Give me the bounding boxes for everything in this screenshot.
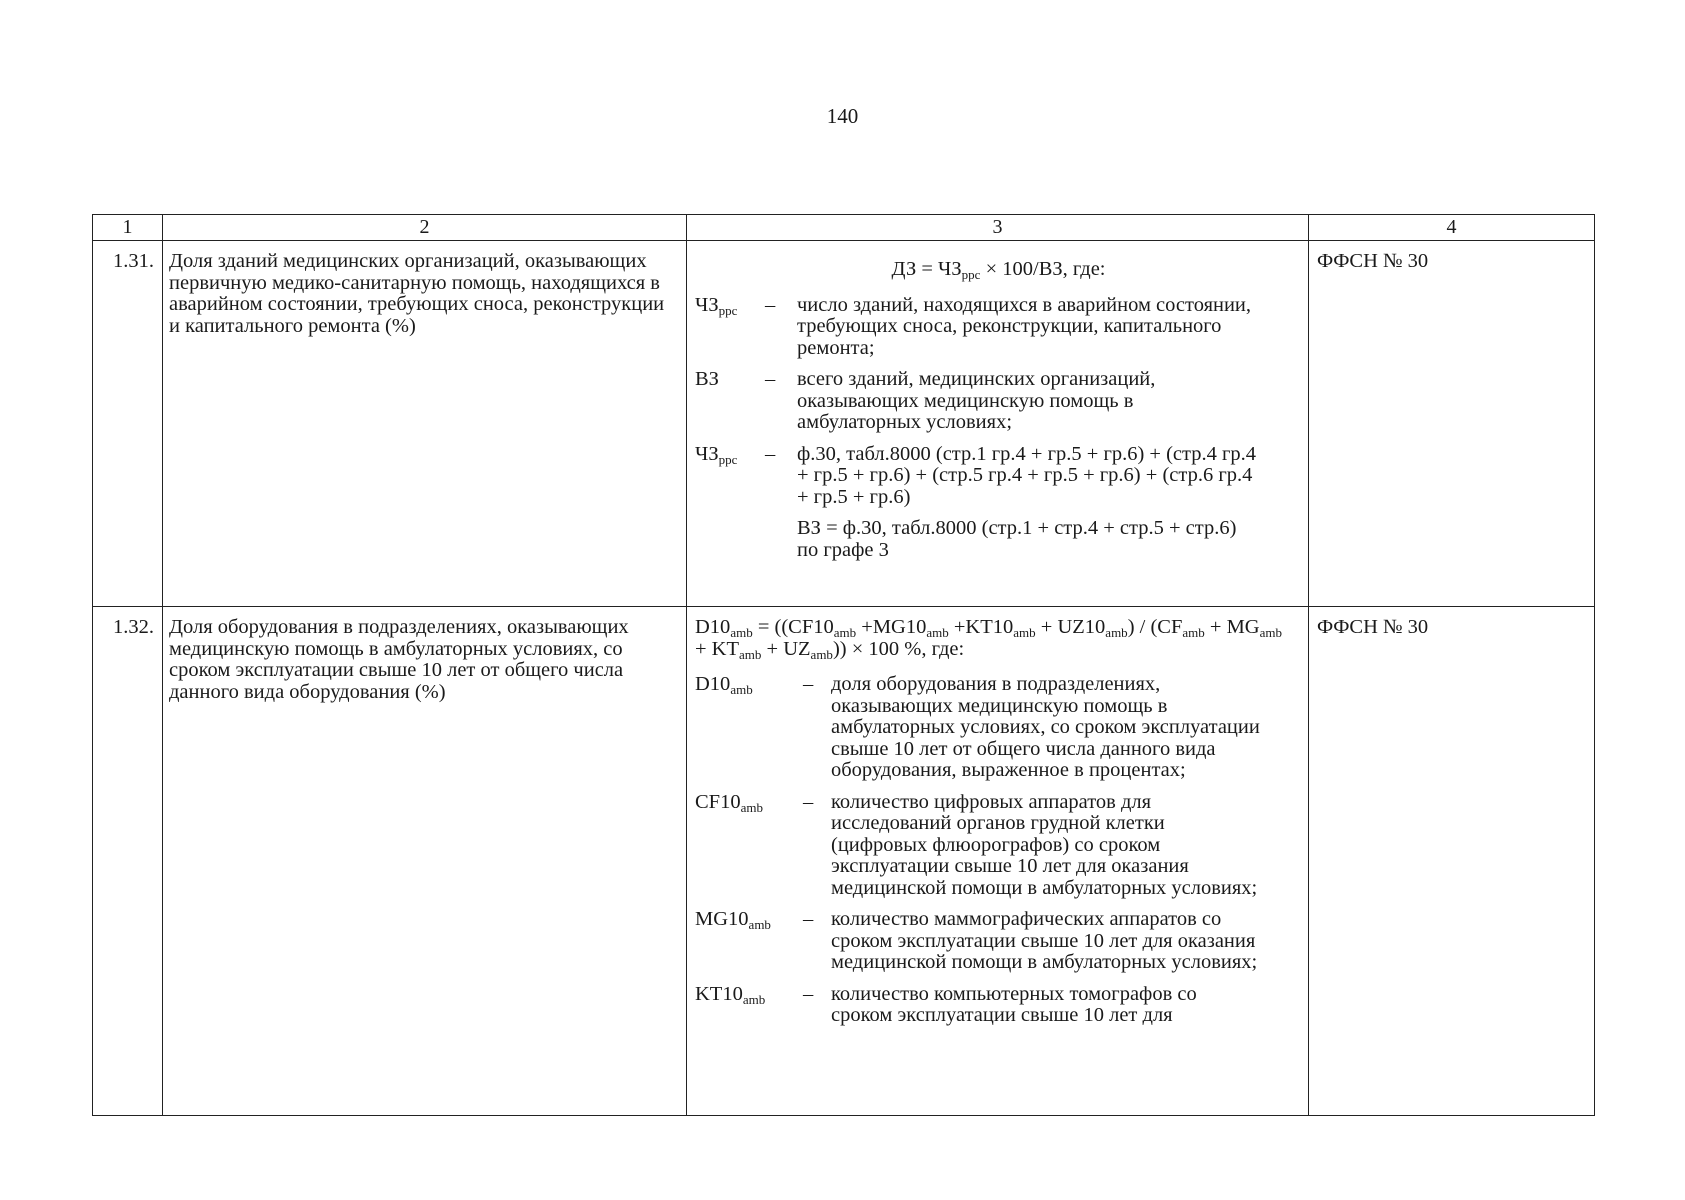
definition-list [695,674,1302,1037]
indicators-table [92,214,1595,1116]
row-number: 1.31. [93,241,163,607]
table-header-row [93,215,1595,241]
source-cell: ФФСН № 30 [1309,607,1595,1116]
column-header: 2 [163,215,687,241]
definition-symbol: $MG10_{amb}$ [695,908,771,932]
source-cell: ФФСН № 30 [1309,241,1595,607]
row-number: 1.32. [93,607,163,1116]
formula: $D10_{amb} = ((CF10_{amb} +MG10_{amb} +KT10_{amb} + UZ10_{amb}) / (CF_{amb} + MG_{amb} + KT_{amb} + UZ_{amb})) \times 100$ %, где: [695,617,1282,662]
formula-cell [687,607,1309,1116]
definition-item [695,674,1302,792]
formula-content [695,617,1302,1115]
formula: ДЗ = $ЧЗ_{ррс} \times 100/ВЗ$, где: [891,258,1106,282]
definition-text: количество цифровых аппаратов для исследований органов грудной клетки (цифровых флюорографов) со сроком эксплуатации свыше 10 лет для оказания медицинской помощи в амбулаторных условиях; [831,790,1258,899]
definition-text: количество компьютерных томографов со сроком эксплуатации свыше 10 лет для [831,982,1197,1026]
definition-item [695,295,1302,370]
definition-list [695,295,1302,519]
definition-item [695,369,1302,444]
formula-cell [687,241,1309,607]
column-header: 1 [93,215,163,241]
page-number: 140 [826,104,859,128]
definition-dash: – [803,673,814,695]
definition-dash: – [803,982,814,1005]
definition-text: всего зданий, медицинских организаций, оказывающих медицинскую помощь в амбулаторных условиях; [797,368,1156,433]
definition-text: доля оборудования в подразделениях, оказывающих медицинскую помощь в амбулаторных условиях, со сроком эксплуатации свыше 10 лет от общего числа данного вида оборудования, выраженное в процентах; [831,673,1260,781]
definition-text: число зданий, находящихся в аварийном состоянии, требующих сноса, реконструкции, капитального ремонта; [797,293,1252,359]
definition-symbol: $KT10_{amb}$ [695,982,766,1007]
definition-symbol: ВЗ [695,368,719,390]
formula-note: ВЗ = ф.30, табл.8000 (стр.1 + стр.4 + стр.5 + стр.6) по графе 3 [797,517,1237,561]
definition-dash: – [765,368,776,390]
definition-item [695,984,1302,1037]
definition-item [695,444,1302,519]
indicator-name: Доля оборудования в подразделениях, оказывающих медицинскую помощь в амбулаторных условиях, со сроком эксплуатации свыше 10 лет от общего числа данного вида оборудования (%) [163,607,687,1116]
definition-text: ф.30, табл.8000 (стр.1 гр.4 + гр.5 + гр.6) + (стр.4 гр.4 + гр.5 + гр.6) + (стр.5 гр.4 + гр.5 + гр.6) + (стр.6 гр.4 + гр.5 + гр.6) [797,442,1257,508]
definition-symbol: $ЧЗ_{ррс}$ [695,293,738,318]
definition-item [695,909,1302,984]
definition-symbol: $ЧЗ_{ррс}$ [695,442,738,467]
column-header: 3 [687,215,1309,241]
definition-dash: – [765,442,776,465]
indicator-name: Доля зданий медицинских организаций, оказывающих первичную медико-санитарную помощь, находящихся в аварийном состоянии, требующих сноса, реконструкции и капитального ремонта (%) [163,241,687,607]
definition-symbol: $D10_{amb}$ [695,673,753,697]
table-row [93,607,1595,1116]
table-row [93,241,1595,607]
definition-item [695,792,1302,910]
column-header: 4 [1309,215,1595,241]
definition-dash: – [765,293,776,316]
definition-symbol: $CF10_{amb}$ [695,790,763,815]
definition-text: количество маммографических аппаратов со сроком эксплуатации свыше 10 лет для оказания медицинской помощи в амбулаторных условиях; [831,908,1258,973]
definition-dash: – [803,790,814,813]
definition-dash: – [803,908,814,930]
